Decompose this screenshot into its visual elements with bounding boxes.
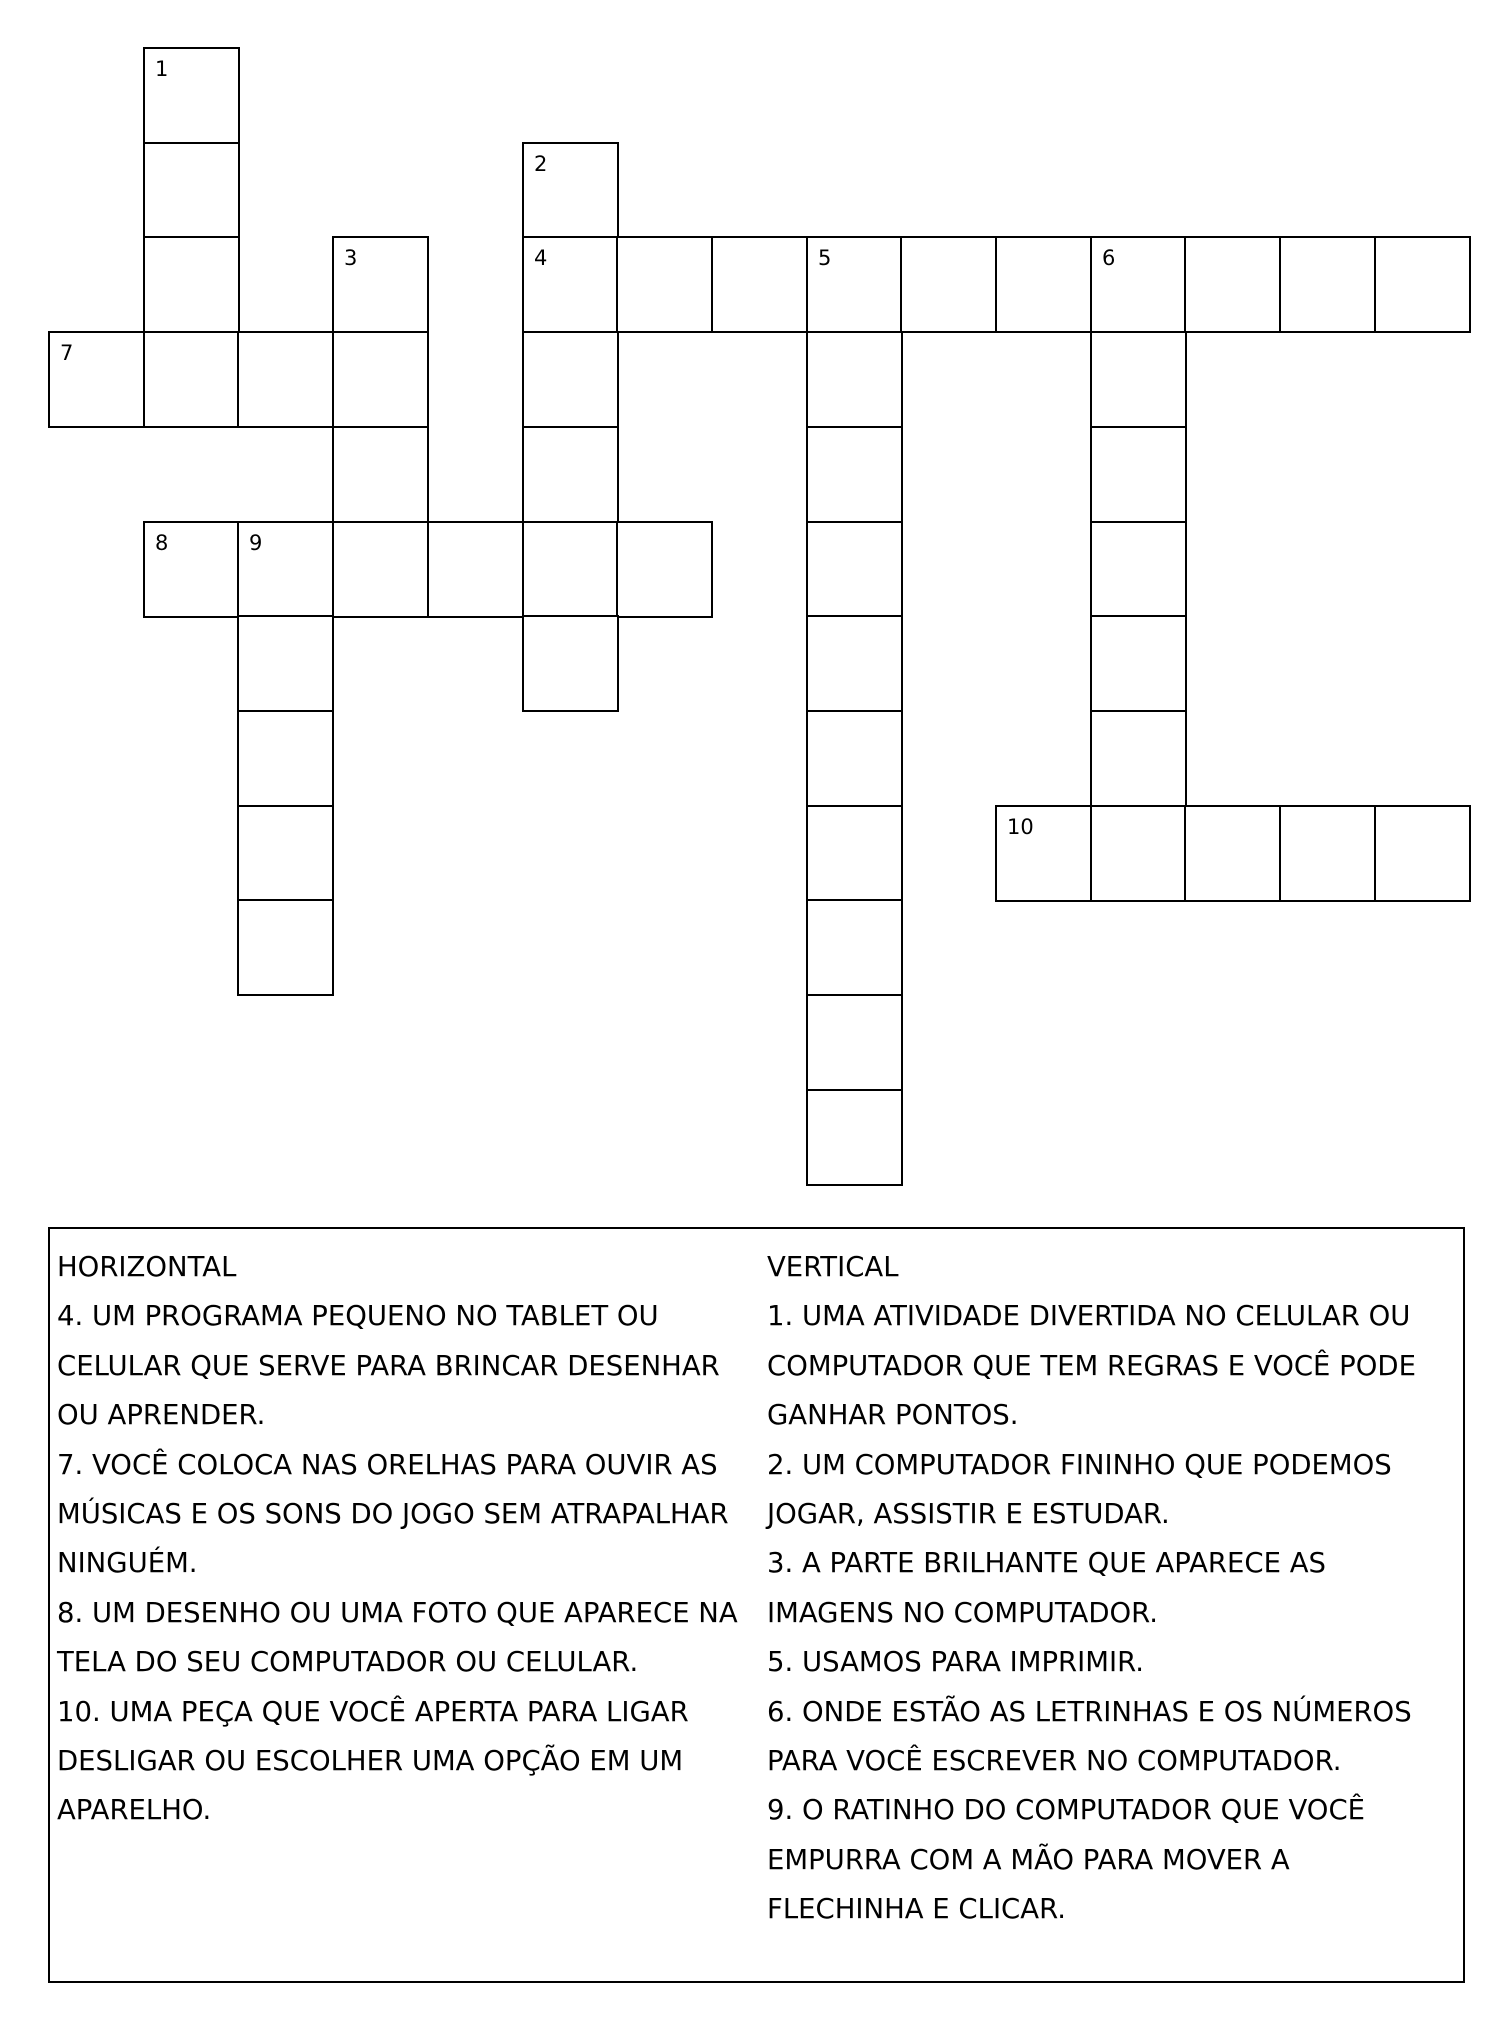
crossword-cell[interactable] xyxy=(1184,236,1281,333)
crossword-cell[interactable] xyxy=(143,142,240,239)
crossword-cell[interactable] xyxy=(616,236,713,333)
clue-line: 5. USAMOS PARA IMPRIMIR. xyxy=(767,1646,1144,1679)
crossword-cell[interactable] xyxy=(522,142,619,239)
crossword-cell[interactable] xyxy=(143,521,240,618)
crossword-cell[interactable] xyxy=(1374,805,1471,902)
crossword-cell[interactable] xyxy=(806,1089,903,1186)
crossword-cell[interactable] xyxy=(1090,615,1187,712)
crossword-cell[interactable] xyxy=(806,994,903,1091)
crossword-cell[interactable] xyxy=(806,236,903,333)
clue-line: TELA DO SEU COMPUTADOR OU CELULAR. xyxy=(57,1646,639,1679)
clue-line: DESLIGAR OU ESCOLHER UMA OPÇÃO EM UM xyxy=(57,1745,684,1778)
crossword-cell[interactable] xyxy=(332,521,429,618)
crossword-cell[interactable] xyxy=(995,236,1092,333)
clue-line: 8. UM DESENHO OU UMA FOTO QUE APARECE NA xyxy=(57,1596,738,1629)
crossword-cell[interactable] xyxy=(1090,426,1187,523)
clue-line: 7. VOCÊ COLOCA NAS ORELHAS PARA OUVIR AS xyxy=(57,1448,718,1481)
crossword-cell[interactable] xyxy=(806,899,903,996)
crossword-cell[interactable] xyxy=(1279,236,1376,333)
crossword-cell[interactable] xyxy=(237,331,334,428)
crossword-cell[interactable] xyxy=(237,710,334,807)
clues-box xyxy=(48,1227,1465,1983)
clue-number: 3 xyxy=(344,246,358,270)
clue-line: 1. UMA ATIVIDADE DIVERTIDA NO CELULAR OU xyxy=(767,1300,1411,1333)
crossword-cell[interactable] xyxy=(806,805,903,902)
clue-line: PARA VOCÊ ESCREVER NO COMPUTADOR. xyxy=(767,1745,1342,1778)
clue-number: 6 xyxy=(1102,246,1116,270)
crossword-cell[interactable] xyxy=(522,236,619,333)
clue-number: 2 xyxy=(534,152,548,176)
clue-line: 6. ONDE ESTÃO AS LETRINHAS E OS NÚMEROS xyxy=(767,1695,1412,1728)
crossword-cell[interactable] xyxy=(237,805,334,902)
clue-line: CELULAR QUE SERVE PARA BRINCAR DESENHAR xyxy=(57,1349,720,1382)
clue-line: 10. UMA PEÇA QUE VOCÊ APERTA PARA LIGAR xyxy=(57,1695,689,1728)
vertical-heading: VERTICAL xyxy=(767,1251,899,1283)
crossword-cell[interactable] xyxy=(237,615,334,712)
clue-number: 10 xyxy=(1007,815,1034,839)
crossword-cell[interactable] xyxy=(427,521,524,618)
crossword-cell[interactable] xyxy=(616,521,713,618)
crossword-cell[interactable] xyxy=(237,521,334,618)
horizontal-clues xyxy=(57,1243,757,1836)
crossword-cell[interactable] xyxy=(143,236,240,333)
clue-number: 8 xyxy=(155,531,169,555)
crossword-cell[interactable] xyxy=(1090,805,1187,902)
crossword-cell[interactable] xyxy=(332,236,429,333)
crossword-cell[interactable] xyxy=(711,236,808,333)
crossword-cell[interactable] xyxy=(143,331,240,428)
crossword-cell[interactable] xyxy=(900,236,997,333)
clue-line: JOGAR, ASSISTIR E ESTUDAR. xyxy=(767,1498,1170,1531)
crossword-cell[interactable] xyxy=(806,615,903,712)
clue-line: MÚSICAS E OS SONS DO JOGO SEM ATRAPALHAR xyxy=(57,1498,729,1531)
crossword-cell[interactable] xyxy=(522,331,619,428)
crossword-cell[interactable] xyxy=(332,331,429,428)
crossword-cell[interactable] xyxy=(1090,236,1187,333)
crossword-cell[interactable] xyxy=(1090,521,1187,618)
clue-line: OU APRENDER. xyxy=(57,1399,266,1432)
clue-line: 2. UM COMPUTADOR FININHO QUE PODEMOS xyxy=(767,1448,1392,1481)
clue-line: APARELHO. xyxy=(57,1794,212,1827)
clue-line: EMPURRA COM A MÃO PARA MOVER A xyxy=(767,1843,1290,1876)
crossword-cell[interactable] xyxy=(522,426,619,523)
crossword-cell[interactable] xyxy=(237,899,334,996)
crossword-cell[interactable] xyxy=(332,426,429,523)
crossword-cell[interactable] xyxy=(522,615,619,712)
crossword-cell[interactable] xyxy=(1374,236,1471,333)
crossword-cell[interactable] xyxy=(1184,805,1281,902)
crossword-cell[interactable] xyxy=(995,805,1092,902)
crossword-cell[interactable] xyxy=(806,331,903,428)
horizontal-heading: HORIZONTAL xyxy=(57,1251,237,1283)
clue-line: NINGUÉM. xyxy=(57,1547,198,1580)
crossword-cell[interactable] xyxy=(522,521,619,618)
clue-number: 1 xyxy=(155,57,169,81)
clue-number: 5 xyxy=(818,246,832,270)
clue-line: GANHAR PONTOS. xyxy=(767,1399,1019,1432)
crossword-cell[interactable] xyxy=(806,426,903,523)
crossword-cell[interactable] xyxy=(1279,805,1376,902)
crossword-cell[interactable] xyxy=(1090,710,1187,807)
clue-line: COMPUTADOR QUE TEM REGRAS E VOCÊ PODE xyxy=(767,1349,1416,1382)
crossword-cell[interactable] xyxy=(48,331,145,428)
clue-line: 3. A PARTE BRILHANTE QUE APARECE AS xyxy=(767,1547,1326,1580)
clue-number: 9 xyxy=(249,531,263,555)
crossword-cell[interactable] xyxy=(143,47,240,144)
vertical-clues xyxy=(767,1243,1457,1935)
clue-line: FLECHINHA E CLICAR. xyxy=(767,1893,1066,1926)
crossword-cell[interactable] xyxy=(806,710,903,807)
crossword-cell[interactable] xyxy=(1090,331,1187,428)
clue-number: 4 xyxy=(534,246,548,270)
crossword-cell[interactable] xyxy=(806,521,903,618)
clue-line: 9. O RATINHO DO COMPUTADOR QUE VOCÊ xyxy=(767,1794,1366,1827)
clue-line: 4. UM PROGRAMA PEQUENO NO TABLET OU xyxy=(57,1300,659,1333)
clue-line: IMAGENS NO COMPUTADOR. xyxy=(767,1596,1159,1629)
clue-number: 7 xyxy=(60,341,74,365)
